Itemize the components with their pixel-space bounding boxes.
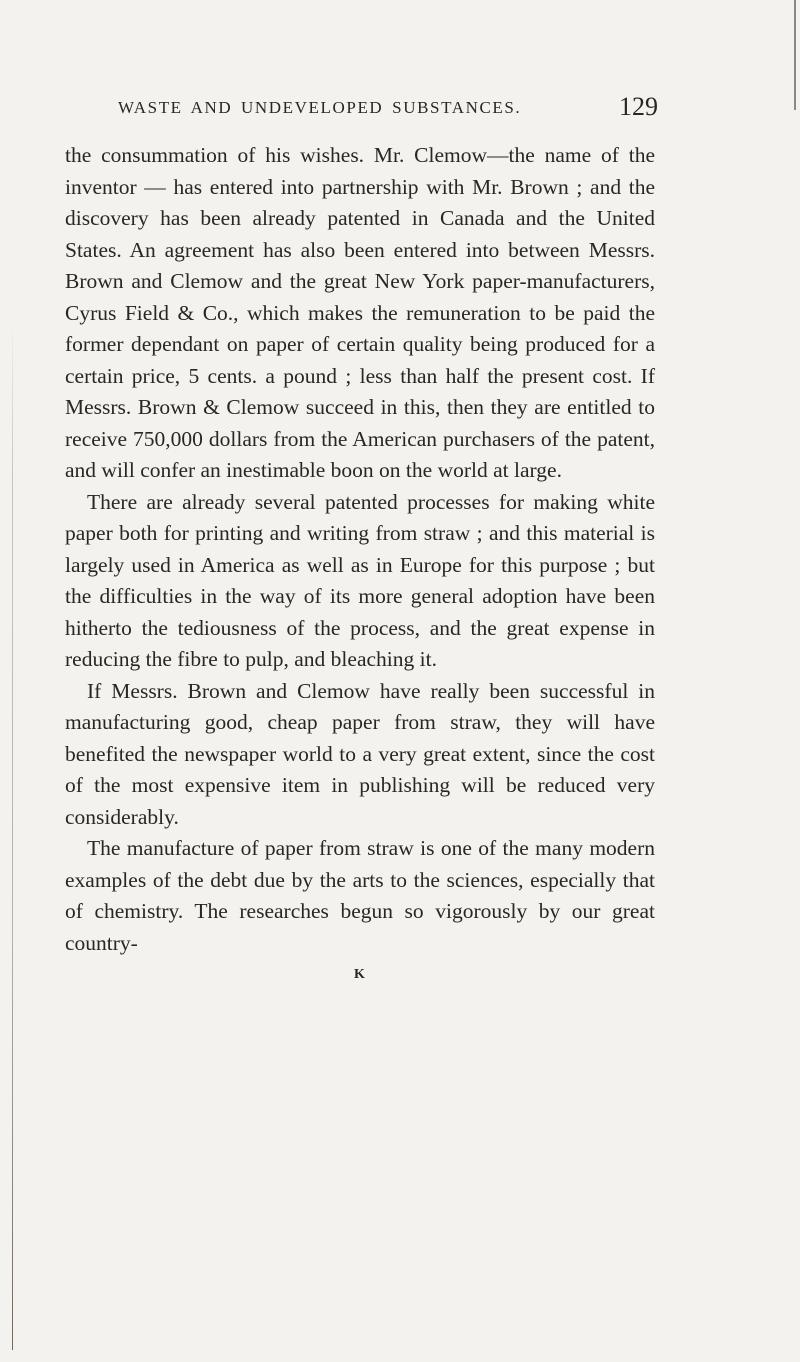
page-edge-mark [794, 0, 796, 110]
running-title: WASTE AND UNDEVELOPED SUBSTANCES. [118, 98, 522, 117]
paragraph-2: There are already several patented processes for making white paper both for printing and writing from straw ; and this material is largely used in America as well as in Europe for this purpose ; but the difficulties in the way of its more general adoption have been hitherto the tediousness of the process, and the great expense in reducing the fibre to pulp, and bleaching it. [65, 489, 655, 671]
signature-mark: K [354, 967, 365, 982]
paragraph-3: If Messrs. Brown and Clemow have really been successful in manufacturing good, cheap paper from straw, they will have benefited the newspaper world to a very great extent, since the cost of the most expensive item in publishing will be reduced very considerably. [65, 678, 655, 829]
paragraph-4: The manufacture of paper from straw is one of the many modern examples of the debt due by the arts to the sciences, especially that of chemistry. The researches begun so vigorously by our great country- [65, 836, 655, 955]
paragraph-1: the consummation of his wishes. Mr. Clemow—the name of the inventor — has entered into partnership with Mr. Brown ; and the discovery has been already patented in Canada and the United States. An agreement has also been entered into between Messrs. Brown and Clemow and the great New York paper-manufacturers, Cyrus Field & Co., which makes the remuneration to be paid the former dependant on paper of certain quality being produced for a certain price, 5 cents. a pound ; less than half the present cost. If Messrs. Brown & Clemow succeed in this, then they are entitled to receive 750,000 dollars from the American purchasers of the patent, and will confer an inestimable boon on the world at large. [65, 143, 655, 482]
page-number: 129 [619, 92, 658, 121]
page-edge-shadow [12, 320, 13, 1350]
body-text [65, 140, 655, 959]
running-head [118, 92, 658, 126]
